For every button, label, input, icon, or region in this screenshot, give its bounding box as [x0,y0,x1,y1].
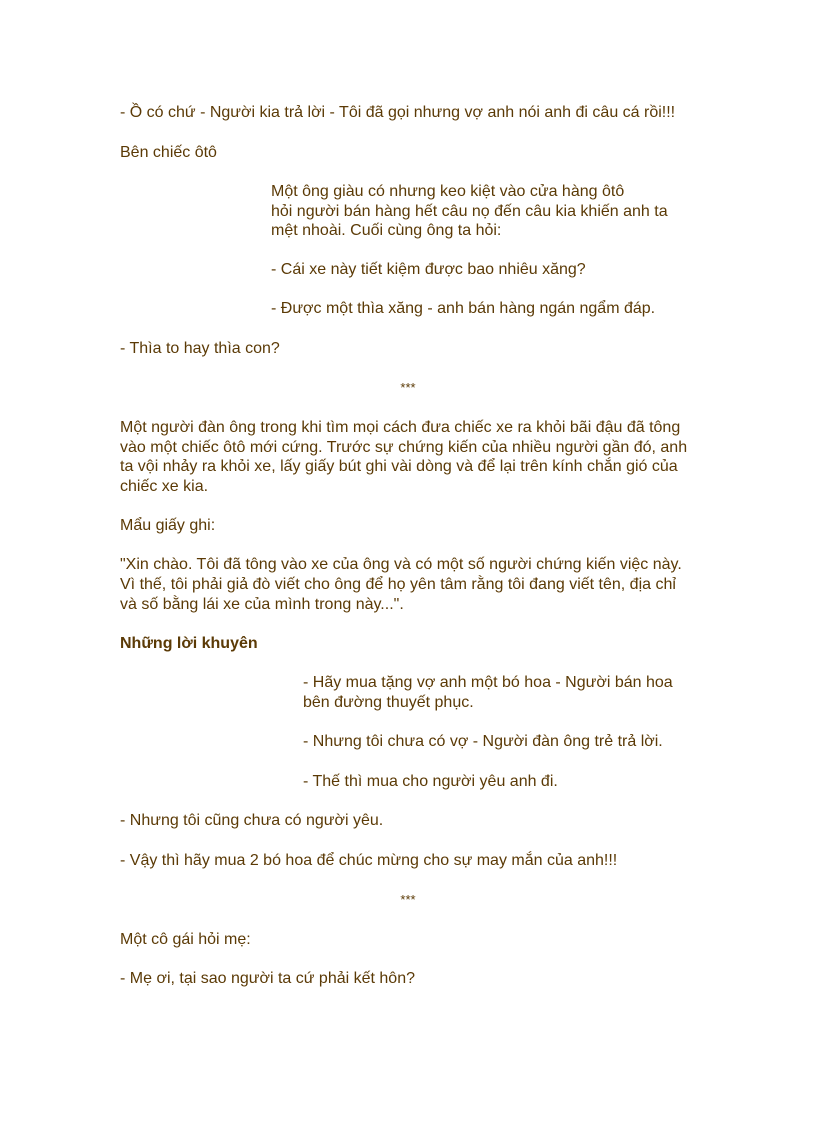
car-story-answer: - Được một thìa xăng - anh bán hàng ngán ngẩm đáp. [271,300,656,317]
advice-line-1: - Hãy mua tặng vợ anh một bó hoa - Người bán hoa [303,674,673,691]
note-intro: Mẩu giấy ghi: [120,517,216,534]
girl-story-line-1: Một cô gái hỏi mẹ: [120,931,251,948]
advice-reply-2: - Thế thì mua cho người yêu anh đi. [303,773,558,790]
advice-reply-1: - Nhưng tôi chưa có vợ - Người đàn ông trẻ trả lời. [303,733,663,750]
car-story-question: - Cái xe này tiết kiệm được bao nhiêu xăng? [271,261,586,278]
note-text-line-3: và số bằng lái xe của mình trong này...". [120,596,404,613]
advice-reply-3: - Nhưng tôi cũng chưa có người yêu. [120,812,384,829]
note-story-line-1: Một người đàn ông trong khi tìm mọi cách đưa chiếc xe ra khỏi bãi đậu đã tông [120,419,681,436]
car-story-line-1: Một ông giàu có nhưng keo kiệt vào cửa hàng ôtô [271,183,625,200]
note-text-line-2: Vì thế, tôi phải giả đò viết cho ông để họ yên tâm rằng tôi đang viết tên, địa chỉ [120,576,676,593]
paragraph-fishing-ending: - Ồ có chứ - Người kia trả lời - Tôi đã gọi nhưng vợ anh nói anh đi câu cá rồi!!! [120,104,676,121]
car-story-line-2: hỏi người bán hàng hết câu nọ đến câu kia khiến anh ta [271,203,668,220]
girl-story-line-2: - Mẹ ơi, tại sao người ta cứ phải kết hôn? [120,970,415,987]
car-story-followup: - Thìa to hay thìa con? [120,340,280,357]
car-story-line-3: mệt nhoài. Cuối cùng ông ta hỏi: [271,222,502,239]
note-story-line-3: ta vội nhảy ra khỏi xe, lấy giấy bút ghi vài dòng và để lại trên kính chắn gió của [120,458,678,475]
separator: *** [400,380,416,395]
heading-ben-chiec-oto: Bên chiếc ôtô [120,144,217,161]
note-story-line-2: vào một chiếc ôtô mới cứng. Trước sự chứng kiến của nhiều người gần đó, anh [120,439,688,456]
separator: *** [400,892,416,907]
advice-reply-4: - Vậy thì hãy mua 2 bó hoa để chúc mừng cho sự may mắn của anh!!! [120,852,618,869]
note-story-line-4: chiếc xe kia. [120,478,209,495]
note-text-line-1: "Xin chào. Tôi đã tông vào xe của ông và có một số người chứng kiến việc này. [120,556,682,573]
advice-line-2: bên đường thuyết phục. [303,694,474,711]
heading-nhung-loi-khuyen: Những lời khuyên [120,635,258,652]
